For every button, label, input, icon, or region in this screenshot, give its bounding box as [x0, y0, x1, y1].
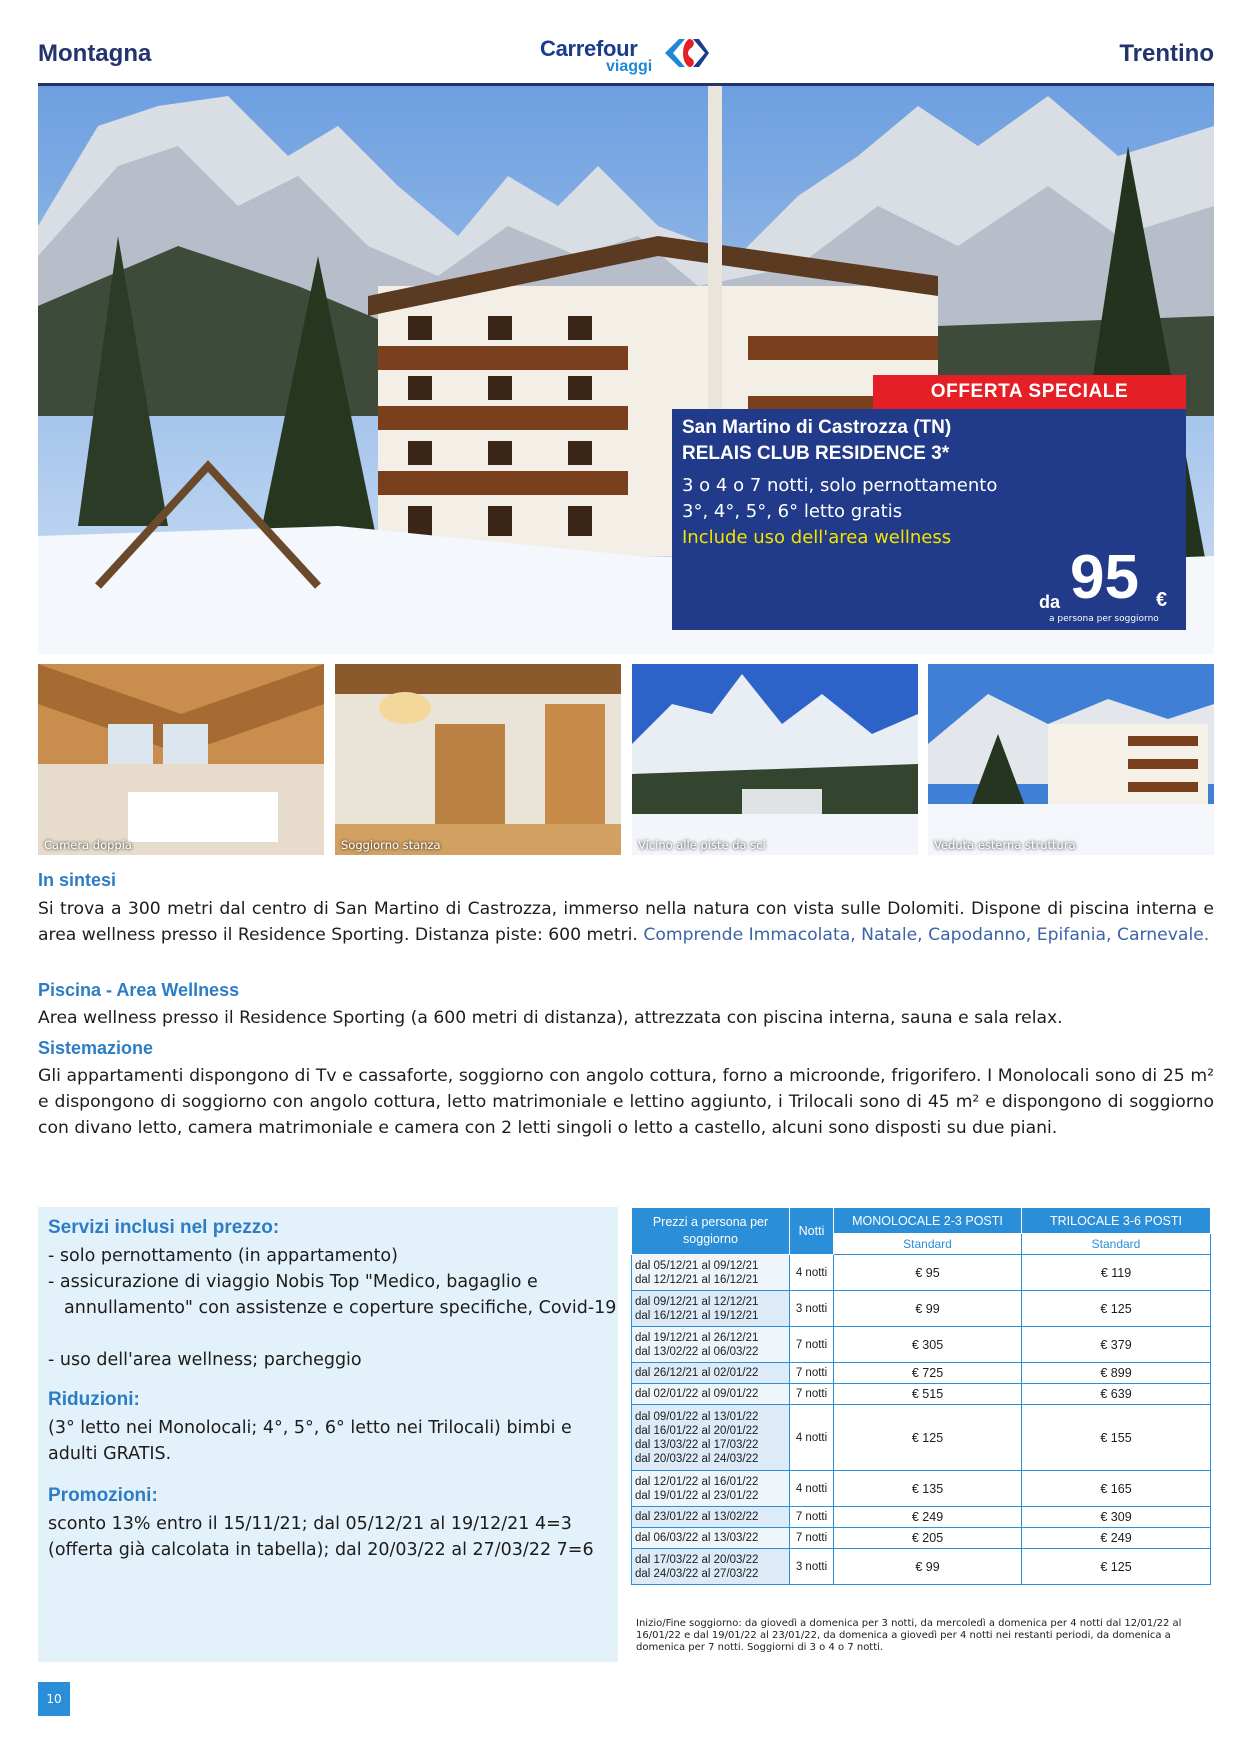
intro-text: [38, 896, 1214, 948]
tri-price-cell: € 309: [1022, 1507, 1211, 1528]
offer-location: San Martino di Castrozza (TN): [682, 417, 952, 438]
mono-price-cell: € 135: [834, 1471, 1022, 1507]
nights-cell: 4 notti: [790, 1405, 834, 1471]
period-cell: dal 09/12/21 al 12/12/21 dal 16/12/21 al 19/12/21: [632, 1291, 790, 1327]
tri-price-cell: € 165: [1022, 1471, 1211, 1507]
rooms-text: Gli appartamenti dispongono di Tv e cassaforte, soggiorno con angolo cottura, forno a microonde, frigorifero. I Monolocali sono di 25 m² e dispongono di soggiorno con angolo cottura, letto matrimoniale e lettino aggiunto, i Trilocali sono di 45 m² e dispongono di soggiorno con divano letto, camera matrimoniale e camera con 2 letti singoli o letto a castello, alcuni sono disposti su due piani.: [38, 1066, 1214, 1138]
thumb-caption: Soggiorno stanza: [341, 838, 441, 852]
offer-line-nights: 3 o 4 o 7 notti, solo pernottamento: [682, 475, 998, 496]
nights-cell: 7 notti: [790, 1363, 834, 1384]
nights-cell: 3 notti: [790, 1549, 834, 1585]
pool-text: Area wellness presso il Residence Sporting (a 600 metri di distanza), attrezzata con piscina interna, sauna e sala relax.: [38, 1008, 1063, 1028]
table-footnote: Inizio/Fine soggiorno: da giovedì a domenica per 3 notti, da mercoledì a domenica per 4 notti dal 12/01/22 al 16/01/22 e dal 19/01/22 al 23/01/22, da domenica a giovedì per 4 notti nei restanti periodi, da domenica a domenica per 7 notti. Soggiorni di 3 o 4 o 7 notti.: [636, 1618, 1182, 1653]
thumb-caption: Veduta esterna struttura: [934, 838, 1076, 852]
price-prefix: da: [1039, 592, 1061, 612]
period-cell: dal 02/01/22 al 09/01/22: [632, 1384, 790, 1405]
region-label: Trentino: [1119, 40, 1214, 67]
nights-cell: 3 notti: [790, 1291, 834, 1327]
col-header-mono: MONOLOCALE 2-3 POSTI: [834, 1208, 1022, 1234]
price-currency: €: [1156, 589, 1168, 611]
col-header-nights: Notti: [790, 1208, 834, 1255]
table-row: [632, 1363, 1211, 1384]
section-label: Montagna: [38, 40, 152, 67]
period-cell: dal 17/03/22 al 20/03/22 dal 24/03/22 al 27/03/22: [632, 1549, 790, 1585]
tri-price-cell: € 155: [1022, 1405, 1211, 1471]
logo-brand-text: Carrefour: [540, 36, 638, 61]
nights-cell: 7 notti: [790, 1507, 834, 1528]
reductions-text: (3° letto nei Monolocali; 4°, 5°, 6° letto nei Trilocali) bimbi e adulti GRATIS.: [48, 1418, 572, 1464]
nights-cell: 7 notti: [790, 1384, 834, 1405]
mono-price-cell: € 515: [834, 1384, 1022, 1405]
intro-highlight: Comprende Immacolata, Natale, Capodanno, Epifania, Carnevale.: [643, 925, 1210, 945]
mono-price-cell: € 305: [834, 1327, 1022, 1363]
services-item: - assicurazione di viaggio Nobis Top "Medico, bagaglio e annullamento" con assistenze e coperture specifiche, Covid-19: [48, 1272, 617, 1318]
table-row: [632, 1549, 1211, 1585]
photo-building-exterior: [928, 664, 1214, 855]
nights-cell: 4 notti: [790, 1471, 834, 1507]
tri-price-cell: € 249: [1022, 1528, 1211, 1549]
tri-price-cell: € 125: [1022, 1291, 1211, 1327]
mono-price-cell: € 99: [834, 1549, 1022, 1585]
page-number: 10: [38, 1682, 70, 1716]
promotions-text: sconto 13% entro il 15/11/21; dal 05/12/21 al 19/12/21 4=3 (offerta già calcolata in tabella); dal 20/03/22 al 27/03/22 7=6: [48, 1514, 594, 1560]
sub-header-tri: Standard: [1022, 1234, 1211, 1255]
price-note: a persona per soggiorno: [1049, 614, 1159, 624]
mono-price-cell: € 205: [834, 1528, 1022, 1549]
table-row: [632, 1507, 1211, 1528]
photo-living-room: [335, 664, 621, 855]
offer-hotel-name: RELAIS CLUB RESIDENCE 3*: [682, 443, 950, 464]
services-item: - solo pernottamento (in appartamento): [48, 1246, 398, 1266]
period-cell: dal 26/12/21 al 02/01/22: [632, 1363, 790, 1384]
tri-price-cell: € 119: [1022, 1255, 1211, 1291]
tri-price-cell: € 899: [1022, 1363, 1211, 1384]
price-table-body: [632, 1255, 1211, 1585]
period-cell: dal 23/01/22 al 13/02/22: [632, 1507, 790, 1528]
col-header-period: Prezzi a persona per soggiorno: [632, 1208, 790, 1255]
photo-double-room: [38, 664, 324, 855]
mono-price-cell: € 725: [834, 1363, 1022, 1384]
col-header-tri: TRILOCALE 3-6 POSTI: [1022, 1208, 1211, 1234]
thumb-caption: Vicino alle piste da sci: [638, 838, 766, 852]
table-row: [632, 1384, 1211, 1405]
nights-cell: 7 notti: [790, 1528, 834, 1549]
sub-header-mono: Standard: [834, 1234, 1022, 1255]
mono-price-cell: € 95: [834, 1255, 1022, 1291]
offer-line-wellness: Include uso dell'area wellness: [682, 527, 952, 548]
services-heading: Servizi inclusi nel prezzo:: [48, 1217, 280, 1238]
tri-price-cell: € 125: [1022, 1549, 1211, 1585]
offer-box: [672, 409, 1186, 630]
period-cell: dal 09/01/22 al 13/01/22 dal 16/01/22 al 20/01/22 dal 13/03/22 al 17/03/22 dal 20/03/22 al 24/03/22: [632, 1405, 790, 1471]
intro-heading: In sintesi: [38, 870, 117, 890]
period-cell: dal 05/12/21 al 09/12/21 dal 12/12/21 al 16/12/21: [632, 1255, 790, 1291]
table-row: [632, 1327, 1211, 1363]
thumb-caption: Camera doppia: [44, 838, 132, 852]
tri-price-cell: € 639: [1022, 1384, 1211, 1405]
period-cell: dal 12/01/22 al 16/01/22 dal 19/01/22 al 23/01/22: [632, 1471, 790, 1507]
nights-cell: 7 notti: [790, 1327, 834, 1363]
tri-price-cell: € 379: [1022, 1327, 1211, 1363]
table-row: [632, 1471, 1211, 1507]
table-row: [632, 1255, 1211, 1291]
logo-sub-text: viaggi: [606, 58, 653, 75]
table-row: [632, 1405, 1211, 1471]
mono-price-cell: € 249: [834, 1507, 1022, 1528]
promotions-heading: Promozioni:: [48, 1485, 158, 1506]
reductions-heading: Riduzioni:: [48, 1389, 140, 1410]
carrefour-logo-icon: [661, 36, 711, 70]
offer-line-free-beds: 3°, 4°, 5°, 6° letto gratis: [682, 501, 903, 522]
mono-price-cell: € 125: [834, 1405, 1022, 1471]
price-value: 95: [1070, 543, 1139, 612]
table-row: [632, 1528, 1211, 1549]
rooms-heading: Sistemazione: [38, 1038, 154, 1058]
table-row: [632, 1291, 1211, 1327]
period-cell: dal 19/12/21 al 26/12/21 dal 13/02/22 al 06/03/22: [632, 1327, 790, 1363]
special-offer-badge: OFFERTA SPECIALE: [873, 375, 1186, 409]
carrefour-viaggi-logo: [540, 36, 720, 82]
photo-ski-slopes: [632, 664, 918, 855]
price-table: [631, 1207, 1210, 1585]
nights-cell: 4 notti: [790, 1255, 834, 1291]
intro-body: Si trova a 300 metri dal centro di San Martino di Castrozza, immerso nella natura con vista sulle Dolomiti. Dispone di piscina interna e area wellness presso il Residence Sporting. Distanza piste: 600 metri.: [38, 899, 1214, 945]
period-cell: dal 06/03/22 al 13/03/22: [632, 1528, 790, 1549]
pool-heading: Piscina - Area Wellness: [38, 980, 240, 1000]
mono-price-cell: € 99: [834, 1291, 1022, 1327]
services-item: - uso dell'area wellness; parcheggio: [48, 1350, 362, 1370]
services-panel: [38, 1207, 618, 1662]
